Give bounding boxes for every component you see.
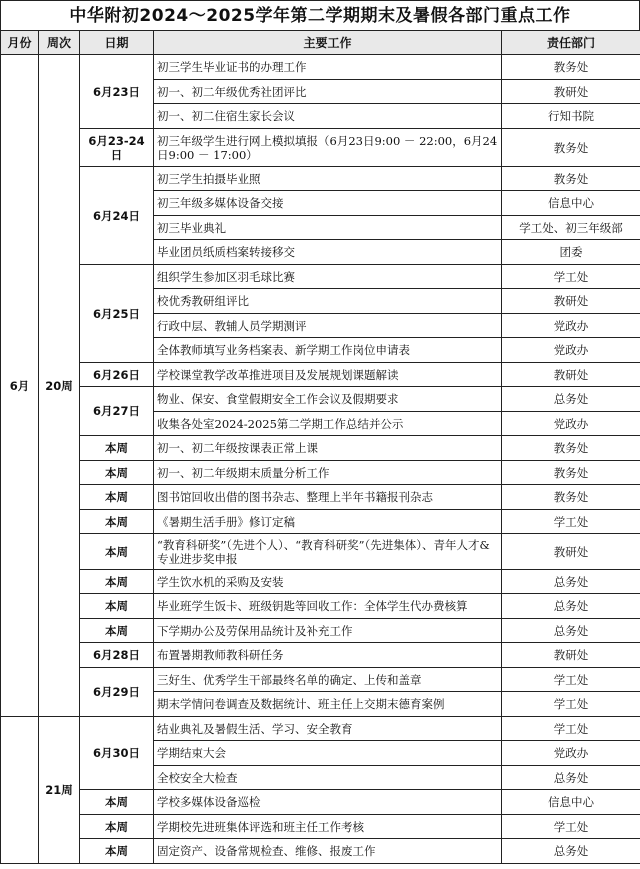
table-row bbox=[1, 167, 640, 191]
task-cell: “教育科研奖”（先进个人）、“教育科研奖”（先进集体）、青年人才&专业进步奖申报 bbox=[154, 534, 502, 570]
dept-cell: 学工处 bbox=[502, 668, 640, 692]
dept-cell: 学工处 bbox=[502, 510, 640, 534]
month-cell: 6月 bbox=[1, 55, 39, 717]
task-cell: 学生饮水机的采购及安装 bbox=[154, 570, 502, 594]
date-cell: 6月25日 bbox=[80, 265, 154, 363]
dept-cell: 教研处 bbox=[502, 80, 640, 104]
table-row bbox=[1, 510, 640, 534]
date-cell: 本周 bbox=[80, 619, 154, 643]
dept-cell: 教务处 bbox=[502, 461, 640, 485]
week-cell-20: 20周 bbox=[39, 55, 80, 717]
task-cell: 校优秀教研组评比 bbox=[154, 289, 502, 314]
task-cell: 图书馆回收出借的图书杂志、整理上半年书籍报刊杂志 bbox=[154, 485, 502, 510]
task-cell: 物业、保安、食堂假期安全工作会议及假期要求 bbox=[154, 387, 502, 412]
dept-cell: 总务处 bbox=[502, 619, 640, 643]
header-dept: 责任部门 bbox=[502, 31, 640, 55]
date-cell: 6月26日 bbox=[80, 363, 154, 387]
task-cell: 组织学生参加区羽毛球比赛 bbox=[154, 265, 502, 289]
table-row bbox=[1, 387, 640, 412]
date-cell: 6月24日 bbox=[80, 167, 154, 265]
dept-cell: 信息中心 bbox=[502, 790, 640, 815]
date-cell: 本周 bbox=[80, 461, 154, 485]
dept-cell: 教务处 bbox=[502, 55, 640, 80]
dept-cell: 教务处 bbox=[502, 129, 640, 167]
table-row bbox=[1, 129, 640, 167]
dept-cell: 学工处 bbox=[502, 815, 640, 839]
header-month: 月份 bbox=[1, 31, 39, 55]
dept-cell: 教研处 bbox=[502, 289, 640, 314]
dept-cell: 学工处 bbox=[502, 717, 640, 741]
dept-cell: 教务处 bbox=[502, 485, 640, 510]
task-cell: 学校课堂教学改革推进项目及发展规划课题解读 bbox=[154, 363, 502, 387]
table-row bbox=[1, 485, 640, 510]
date-cell: 本周 bbox=[80, 485, 154, 510]
task-cell: 初一、初二年级优秀社团评比 bbox=[154, 80, 502, 104]
date-cell: 本周 bbox=[80, 534, 154, 570]
dept-cell: 学工处 bbox=[502, 692, 640, 717]
table-row bbox=[1, 265, 640, 289]
header-task: 主要工作 bbox=[154, 31, 502, 55]
task-cell: 初三年级多媒体设备交接 bbox=[154, 191, 502, 216]
dept-cell: 信息中心 bbox=[502, 191, 640, 216]
dept-cell: 总务处 bbox=[502, 839, 640, 864]
table-row bbox=[1, 461, 640, 485]
dept-cell: 党政办 bbox=[502, 338, 640, 363]
schedule-table bbox=[0, 30, 640, 864]
task-cell: 初一、初二年级期末质量分析工作 bbox=[154, 461, 502, 485]
task-cell: 三好生、优秀学生干部最终名单的确定、上传和盖章 bbox=[154, 668, 502, 692]
dept-cell: 党政办 bbox=[502, 314, 640, 338]
task-cell: 全校安全大检查 bbox=[154, 766, 502, 790]
date-cell: 6月30日 bbox=[80, 717, 154, 790]
table-row bbox=[1, 570, 640, 594]
task-cell: 期末学情问卷调查及数据统计、班主任上交期末德育案例 bbox=[154, 692, 502, 717]
task-cell: 毕业班学生饭卡、班级钥匙等回收工作：全体学生代办费核算 bbox=[154, 594, 502, 619]
table-row bbox=[1, 534, 640, 570]
table-row bbox=[1, 643, 640, 668]
date-cell: 6月27日 bbox=[80, 387, 154, 436]
task-cell: 初一、初二年级按课表正常上课 bbox=[154, 436, 502, 461]
table-row bbox=[1, 790, 640, 815]
table-row bbox=[1, 815, 640, 839]
header-date: 日期 bbox=[80, 31, 154, 55]
task-cell: 初一、初二住宿生家长会议 bbox=[154, 104, 502, 129]
date-cell: 6月23-24日 bbox=[80, 129, 154, 167]
dept-cell: 学工处、初三年级部 bbox=[502, 216, 640, 240]
dept-cell: 团委 bbox=[502, 240, 640, 265]
task-cell: 学期结束大会 bbox=[154, 741, 502, 766]
date-cell: 本周 bbox=[80, 815, 154, 839]
dept-cell: 教务处 bbox=[502, 436, 640, 461]
dept-cell: 总务处 bbox=[502, 570, 640, 594]
header-row bbox=[1, 31, 640, 55]
dept-cell: 总务处 bbox=[502, 594, 640, 619]
date-cell: 本周 bbox=[80, 790, 154, 815]
table-row bbox=[1, 717, 640, 741]
task-cell: 初三年级学生进行网上模拟填报（6月23日9:00 － 22:00，6月24日9:00 － 17:00） bbox=[154, 129, 502, 167]
date-cell: 6月29日 bbox=[80, 668, 154, 717]
task-cell: 行政中层、教辅人员学期测评 bbox=[154, 314, 502, 338]
month-cell-empty bbox=[1, 717, 39, 864]
task-cell: 学校多媒体设备巡检 bbox=[154, 790, 502, 815]
table-row bbox=[1, 436, 640, 461]
task-cell: 布置暑期教师教科研任务 bbox=[154, 643, 502, 668]
dept-cell: 学工处 bbox=[502, 265, 640, 289]
task-cell: 初三毕业典礼 bbox=[154, 216, 502, 240]
date-cell: 本周 bbox=[80, 594, 154, 619]
task-cell: 结业典礼及暑假生活、学习、安全教育 bbox=[154, 717, 502, 741]
dept-cell: 总务处 bbox=[502, 766, 640, 790]
task-cell: 固定资产、设备常规检查、维修、报废工作 bbox=[154, 839, 502, 864]
dept-cell: 总务处 bbox=[502, 387, 640, 412]
date-cell: 本周 bbox=[80, 570, 154, 594]
task-cell: 初三学生拍摄毕业照 bbox=[154, 167, 502, 191]
date-cell: 本周 bbox=[80, 839, 154, 864]
page-title: 中华附初2024～2025学年第二学期期末及暑假各部门重点工作 bbox=[0, 0, 640, 30]
task-cell: 学期校先进班集体评选和班主任工作考核 bbox=[154, 815, 502, 839]
table-row bbox=[1, 594, 640, 619]
dept-cell: 党政办 bbox=[502, 412, 640, 436]
dept-cell: 党政办 bbox=[502, 741, 640, 766]
date-cell: 本周 bbox=[80, 510, 154, 534]
table-row bbox=[1, 55, 640, 80]
task-cell: 收集各处室2024-2025第二学期工作总结并公示 bbox=[154, 412, 502, 436]
week-cell-21: 21周 bbox=[39, 717, 80, 864]
table-row bbox=[1, 668, 640, 692]
task-cell: 全体教师填写业务档案表、新学期工作岗位申请表 bbox=[154, 338, 502, 363]
date-cell: 6月28日 bbox=[80, 643, 154, 668]
dept-cell: 教研处 bbox=[502, 363, 640, 387]
table-row bbox=[1, 839, 640, 864]
task-cell: 毕业团员纸质档案转接移交 bbox=[154, 240, 502, 265]
dept-cell: 行知书院 bbox=[502, 104, 640, 129]
task-cell: 初三学生毕业证书的办理工作 bbox=[154, 55, 502, 80]
date-cell: 6月23日 bbox=[80, 55, 154, 129]
date-cell: 本周 bbox=[80, 436, 154, 461]
table-row bbox=[1, 619, 640, 643]
dept-cell: 教研处 bbox=[502, 643, 640, 668]
task-cell: 《暑期生活手册》修订定稿 bbox=[154, 510, 502, 534]
dept-cell: 教研处 bbox=[502, 534, 640, 570]
header-week: 周次 bbox=[39, 31, 80, 55]
table-row bbox=[1, 363, 640, 387]
task-cell: 下学期办公及劳保用品统计及补充工作 bbox=[154, 619, 502, 643]
dept-cell: 教务处 bbox=[502, 167, 640, 191]
